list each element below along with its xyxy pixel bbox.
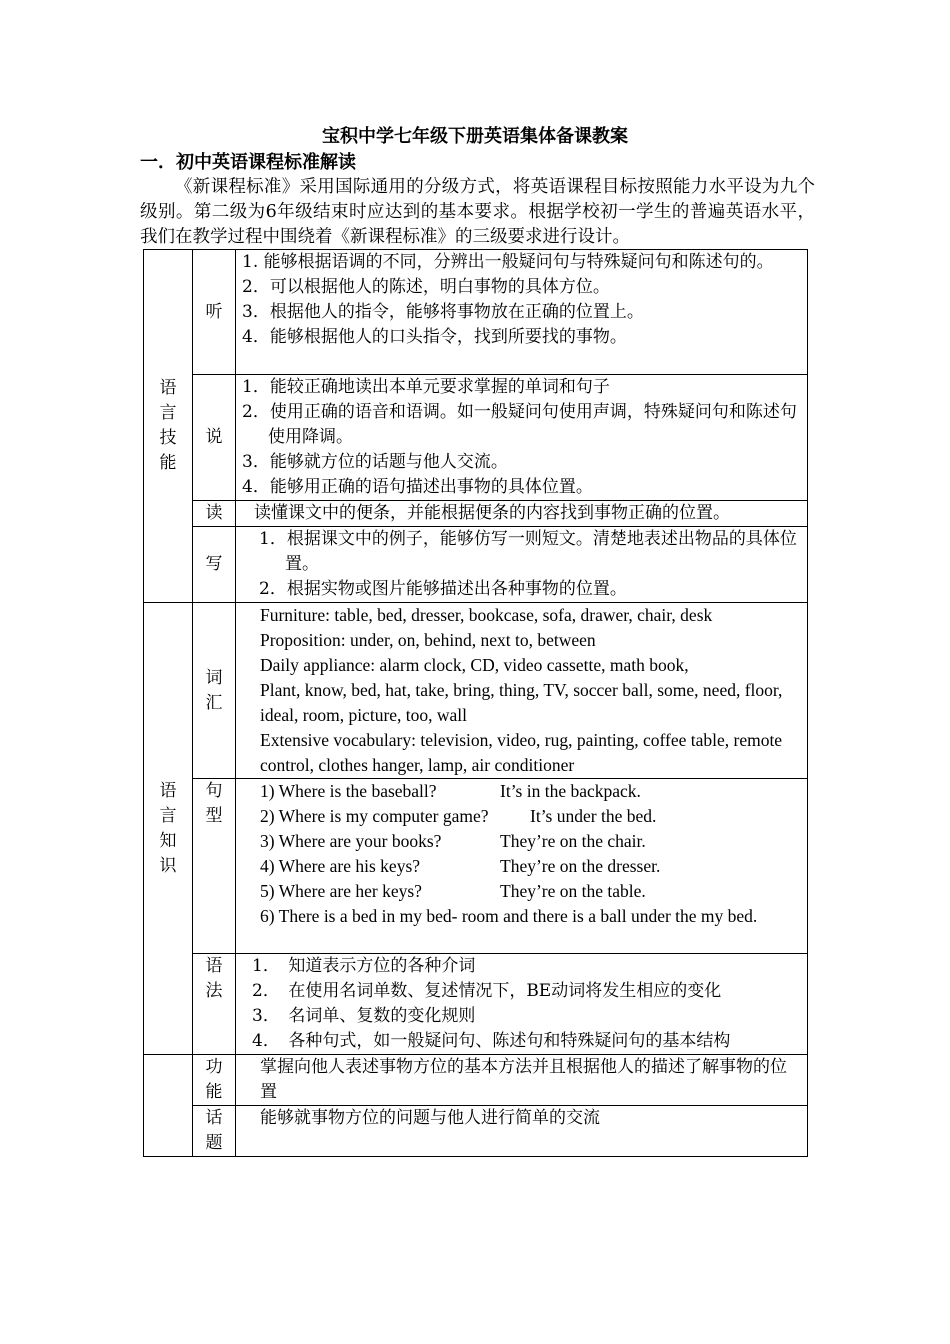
table-row-speak (144, 375, 808, 501)
category-language-skills: 语 言 技 能 (144, 250, 193, 603)
list-item: 2．使用正确的语音和语调。如一般疑问句使用声调，特殊疑问句和陈述句使用降调。 (242, 402, 797, 447)
section-heading: 一．初中英语课程标准解读 (140, 152, 356, 173)
knowledge-label-grammar: 语 法 (193, 954, 236, 1055)
table-row-listen (144, 250, 808, 375)
grammar-content (236, 954, 808, 1055)
skill-label-read: 读 (193, 501, 236, 527)
write-content (236, 527, 808, 603)
list-item: 3．根据他人的指令，能够将事物放在正确的位置上。 (242, 302, 644, 322)
list-item: 4．能够用正确的语句描述出事物的具体位置。 (242, 477, 593, 497)
category-empty (144, 1055, 193, 1157)
vocab-line: Proposition: under, on, behind, next to, between (260, 630, 596, 650)
list-item: 1．根据课文中的例子，能够仿写一则短文。清楚地表述出物品的具体位置。 (259, 529, 797, 574)
knowledge-label-vocabulary: 词 汇 (193, 603, 236, 779)
skill-label-write: 写 (193, 527, 236, 603)
skill-label-listen: 听 (193, 250, 236, 375)
sentence-pair: 1) Where is the baseball? It’s in the backpack. (260, 781, 641, 801)
table-row-read (144, 501, 808, 527)
label-function: 功 能 (193, 1055, 236, 1106)
list-item: 2．根据实物或图片能够描述出各种事物的位置。 (259, 579, 627, 599)
list-item: 1. 能够根据语调的不同，分辨出一般疑问句与特殊疑问句和陈述句的。 (242, 252, 774, 272)
sentence-pair: 4) Where are his keys? They’re on the dresser. (260, 856, 661, 876)
vocab-line: Furniture: table, bed, dresser, bookcase, sofa, drawer, chair, desk (260, 605, 713, 625)
table-row-sentences (144, 779, 808, 954)
vocab-line: Plant, know, bed, hat, take, bring, thing, TV, soccer ball, some, need, floor, ideal, room, picture, too, wall (260, 680, 783, 725)
list-item: 1． 知道表示方位的各种介词 (252, 956, 476, 976)
vocabulary-content (236, 603, 808, 779)
sentence-last: 6) There is a bed in my bed- room and there is a ball under the my bed. (260, 906, 758, 926)
sentence-pair: 3) Where are your books? They’re on the chair. (260, 831, 646, 851)
vocab-line: Daily appliance: alarm clock, CD, video cassette, math book, (260, 655, 689, 675)
intro-paragraph: 《新课程标准》采用国际通用的分级方式，将英语课程目标按照能力水平设为九个级别。第二级为6年级结束时应达到的基本要求。根据学校初一学生的普遍英语水平，我们在教学过程中围绕着《新课程标准》的三级要求进行设计。 (140, 177, 815, 247)
category-language-knowledge: 语 言 知 识 (144, 603, 193, 1055)
read-content: 读懂课文中的便条，并能根据便条的内容找到事物正确的位置。 (236, 501, 808, 527)
listen-content (236, 250, 808, 375)
table-row-grammar (144, 954, 808, 1055)
topic-content: 能够就事物方位的问题与他人进行简单的交流 (236, 1106, 808, 1157)
list-item: 3． 名词单、复数的变化规则 (252, 1006, 476, 1026)
sentence-pair: 5) Where are her keys? They’re on the table. (260, 881, 646, 901)
list-item: 3．能够就方位的话题与他人交流。 (242, 452, 508, 472)
table-row-function (144, 1055, 808, 1106)
list-item: 4．能够根据他人的口头指令，找到所要找的事物。 (242, 327, 627, 347)
list-item: 2． 在使用名词单数、复述情况下，BE动词将发生相应的变化 (252, 981, 722, 1001)
function-content: 掌握向他人表述事物方位的基本方法并且根据他人的描述了解事物的位置 (236, 1055, 808, 1106)
table-row-write (144, 527, 808, 603)
document-title: 宝积中学七年级下册英语集体备课教案 (322, 126, 628, 147)
skill-label-speak: 说 (193, 375, 236, 501)
sentences-content (236, 779, 808, 954)
list-item: 1．能较正确地读出本单元要求掌握的单词和句子 (242, 377, 610, 397)
table-row-vocabulary (144, 603, 808, 779)
speak-content (236, 375, 808, 501)
curriculum-table (143, 249, 808, 1157)
list-item: 2．可以根据他人的陈述，明白事物的具体方位。 (242, 277, 610, 297)
table-row-topic (144, 1106, 808, 1157)
list-item: 4． 各种句式，如一般疑问句、陈述句和特殊疑问句的基本结构 (252, 1031, 731, 1051)
label-topic: 话 题 (193, 1106, 236, 1157)
vocab-line: Extensive vocabulary: television, video, rug, painting, coffee table, remote control, clothes hanger, lamp, air conditioner (260, 730, 783, 775)
knowledge-label-sentences: 句 型 (193, 779, 236, 954)
sentence-pair: 2) Where is my computer game? It’s under the bed. (260, 806, 657, 826)
